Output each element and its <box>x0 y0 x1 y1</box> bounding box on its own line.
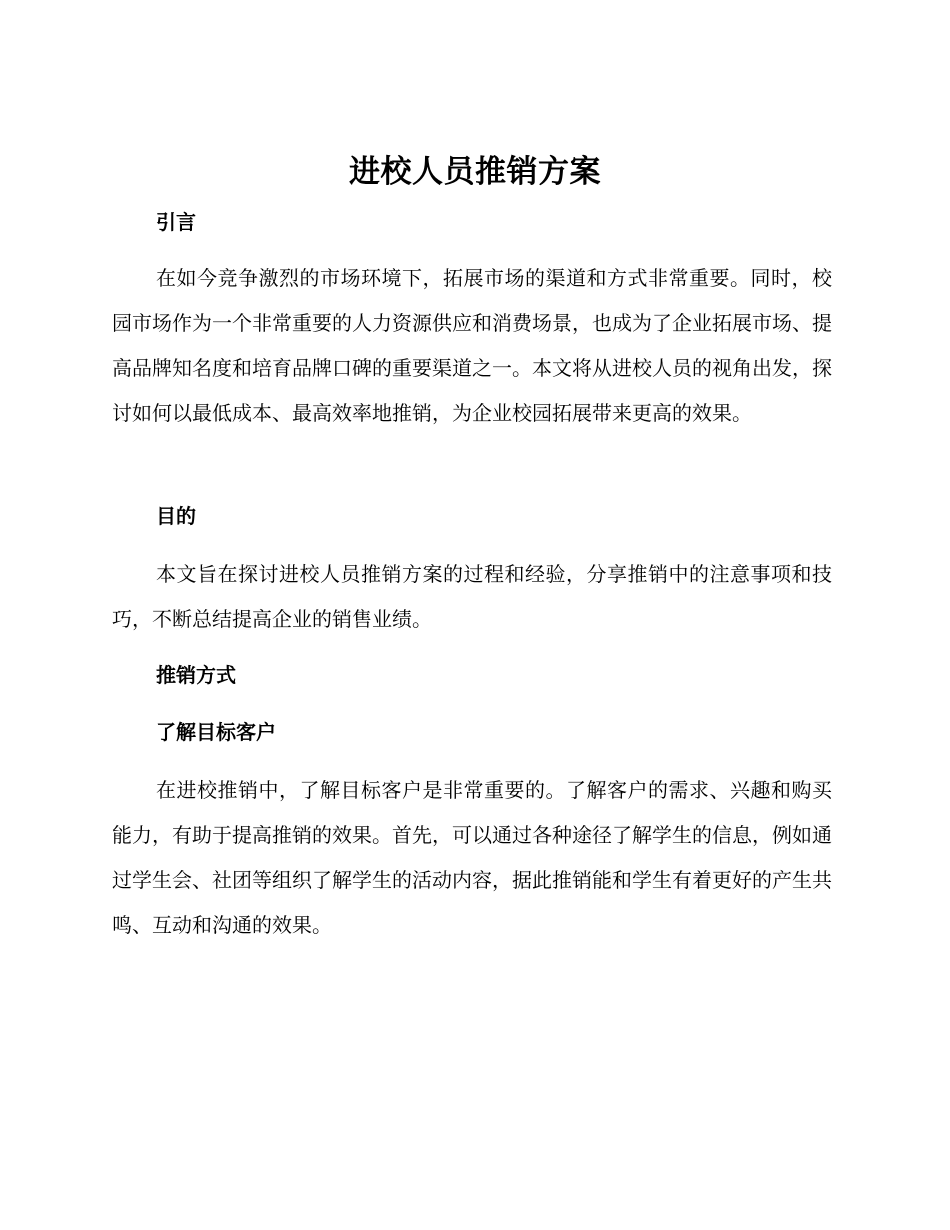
section-heading-method: 推销方式 <box>156 663 236 687</box>
section-heading-intro: 引言 <box>156 210 196 234</box>
subsection-heading-know-customer: 了解目标客户 <box>156 720 276 744</box>
document-title: 进校人员推销方案 <box>349 154 601 190</box>
paragraph-purpose: 本文旨在探讨进校人员推销方案的过程和经验，分享推销中的注意事项和技巧，不断总结提高企业的销售业绩。 <box>112 562 832 631</box>
section-heading-purpose: 目的 <box>156 504 196 528</box>
paragraph-know-customer: 在进校推销中，了解目标客户是非常重要的。了解客户的需求、兴趣和购买能力，有助于提高推销的效果。首先，可以通过各种途径了解学生的信息，例如通过学生会、社团等组织了解学生的活动内容，据此推销能和学生有着更好的产生共鸣、互动和沟通的效果。 <box>112 778 832 937</box>
paragraph-intro: 在如今竞争激烈的市场环境下，拓展市场的渠道和方式非常重要。同时，校园市场作为一个非常重要的人力资源供应和消费场景，也成为了企业拓展市场、提高品牌知名度和培育品牌口碑的重要渠道之一。本文将从进校人员的视角出发，探讨如何以最低成本、最高效率地推销，为企业校园拓展带来更高的效果。 <box>112 266 832 425</box>
